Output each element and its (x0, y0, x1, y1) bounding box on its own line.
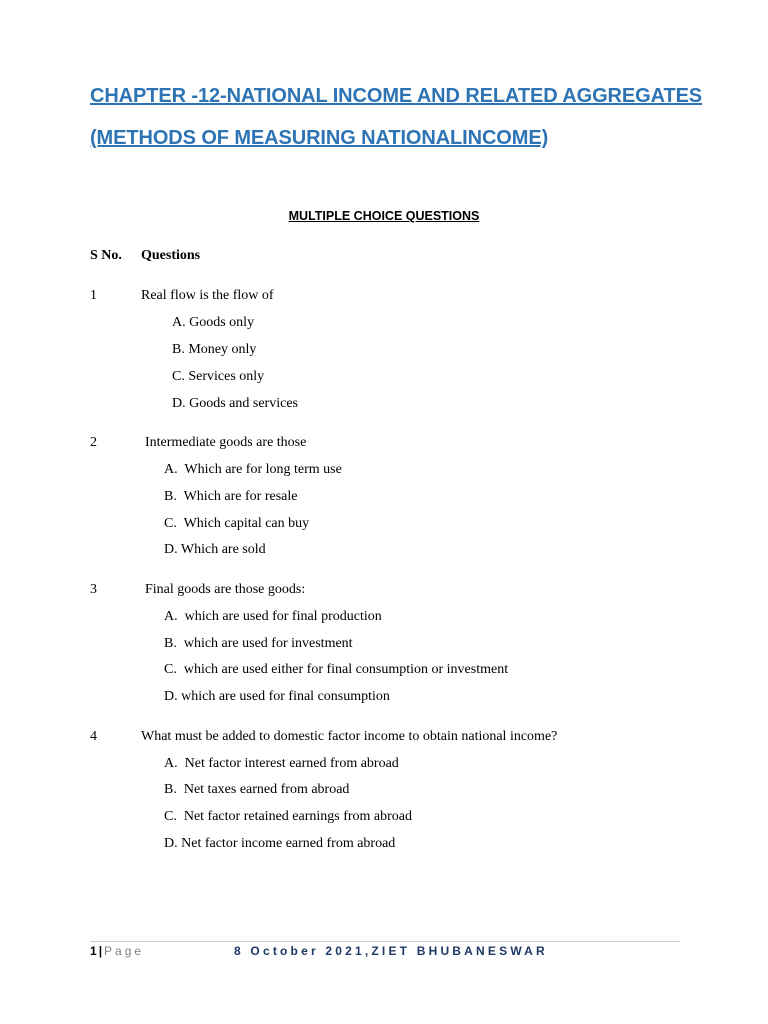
question-text: Intermediate goods are those (145, 435, 307, 450)
option-text: Net factor interest earned from abroad (184, 756, 399, 771)
page-label: Page (104, 944, 145, 958)
option-letter: A. (164, 462, 178, 477)
question-text: Final goods are those goods: (145, 582, 306, 597)
option (172, 342, 256, 358)
option-letter: D. (172, 396, 186, 411)
option-letter: C. (164, 809, 177, 824)
page-footer-left (90, 944, 144, 958)
column-header-questions: Questions (141, 248, 201, 263)
option (164, 756, 399, 772)
option (164, 809, 412, 825)
option (172, 369, 264, 385)
option (164, 489, 297, 505)
option-text: Net factor income earned from abroad (181, 836, 396, 851)
question-text: What must be added to domestic factor income to obtain national income? (141, 729, 558, 744)
option (164, 662, 508, 678)
option-text: which are used for final production (184, 609, 382, 624)
option (164, 689, 390, 705)
option (164, 516, 309, 532)
option-letter: A. (164, 756, 178, 771)
option-text: which are used either for final consumption or investment (183, 662, 509, 677)
question-text: Real flow is the flow of (141, 288, 274, 303)
option-text: Goods and services (189, 396, 298, 411)
option-letter: C. (172, 369, 185, 384)
footer-date-institution: 8 October 2021,ZIET BHUBANESWAR (234, 944, 548, 958)
option-letter: B. (172, 342, 185, 357)
chapter-title: CHAPTER -12-NATIONAL INCOME AND RELATED AGGREGATES (90, 85, 703, 107)
footer-separator: | (98, 944, 103, 958)
option-text: Which are for resale (183, 489, 298, 504)
option-text: Which capital can buy (183, 516, 310, 531)
column-header-sno: S No. (90, 248, 122, 263)
option-letter: B. (164, 636, 177, 651)
option (164, 782, 349, 798)
option-text: Which are for long term use (184, 462, 342, 477)
option (164, 609, 382, 625)
option-text: which are used for investment (183, 636, 353, 651)
option-text: Net factor retained earnings from abroad (183, 809, 413, 824)
option-text: Services only (188, 369, 265, 384)
option (164, 462, 342, 478)
option-text: Which are sold (180, 542, 266, 557)
question-number: 3 (90, 582, 97, 597)
question-number: 2 (90, 435, 97, 450)
option-letter: D. (164, 542, 178, 557)
option-letter: D. (164, 836, 178, 851)
option-text: Net taxes earned from abroad (183, 782, 350, 797)
option-letter: C. (164, 516, 177, 531)
option-letter: A. (164, 609, 178, 624)
option-letter: C. (164, 662, 177, 677)
option (164, 542, 266, 558)
option-letter: B. (164, 489, 177, 504)
option-letter: B. (164, 782, 177, 797)
option (172, 315, 254, 331)
option-text: which are used for final consumption (181, 689, 390, 704)
page-number: 1 (90, 944, 97, 958)
question-number: 4 (90, 729, 97, 744)
question-number: 1 (90, 288, 97, 303)
option (164, 636, 353, 652)
option (172, 396, 298, 412)
option-letter: D. (164, 689, 178, 704)
option-text: Money only (188, 342, 257, 357)
option-text: Goods only (189, 315, 255, 330)
section-heading: MULTIPLE CHOICE QUESTIONS (288, 209, 480, 223)
option (164, 836, 395, 852)
option-letter: A. (172, 315, 186, 330)
chapter-subtitle: (METHODS OF MEASURING NATIONALINCOME) (90, 127, 549, 149)
footer-divider (90, 941, 680, 942)
